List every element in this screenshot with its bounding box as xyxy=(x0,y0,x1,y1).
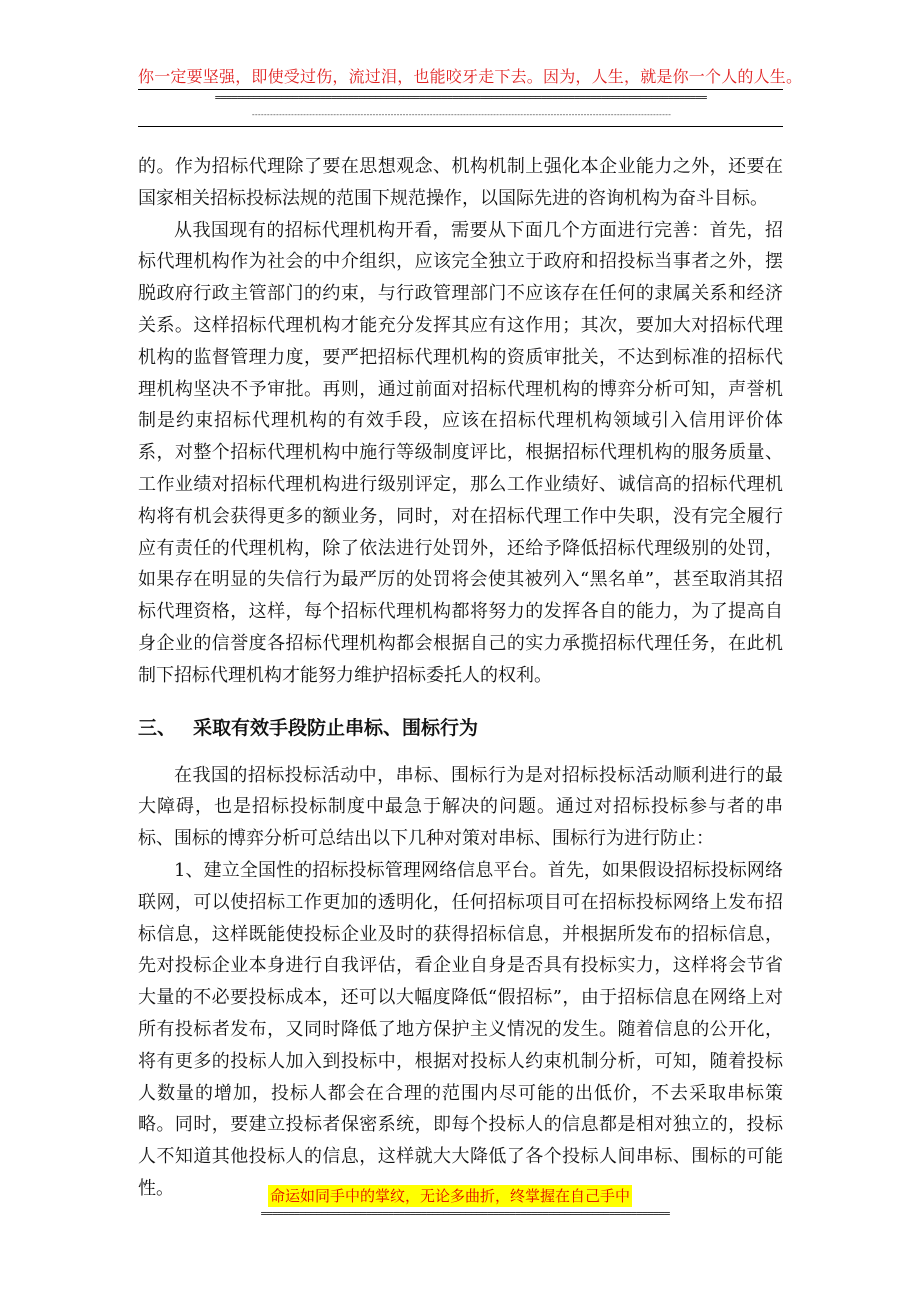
header-rule-bottom xyxy=(138,126,783,127)
paragraph-3: 在我国的招标投标活动中，串标、围标行为是对招标投标活动顺利进行的最大障碍，也是招标投标制度中最急于解决的问题。通过对招标投标参与者的串标、围标的博弈分析可总结出以下几种对策对串标、围标行为进行防止： xyxy=(138,764,783,850)
header-rule-top xyxy=(138,89,783,90)
section-heading xyxy=(138,714,783,742)
header-motto: 你一定要坚强，即使受过伤，流过泪，也能咬牙走下去。因为，人生，就是你一个人的人生。 xyxy=(138,67,803,86)
section-number: 三、 xyxy=(138,716,177,739)
paragraph-4: 1、建立全国性的招标投标管理网络信息平台。首先，如果假设招标投标网络联网，可以使招标工作更加的透明化，任何招标项目可在招标投标网络上发布招标信息，这样既能使投标企业及时的获得招标信息，并根据所发布的招标信息，先对投标企业本身进行自我评估，看企业自身是否具有投标实力，这样将会节省大量的不必要投标成本，还可以大幅度降低“假招标”，由于招标信息在网络上对所有投标者发布，又同时降低了地方保护主义情况的发生。随着信息的公开化，将有更多的投标人加入到投标中，根据对投标人约束机制分析，可知，随着投标人数量的增加，投标人都会在合理的范围内尽可能的出低价，不去采取串标策略。同时，要建立投标者保密系统，即每个投标人的信息都是相对独立的，投标人不知道其他投标人的信息，这样就大大降低了各个投标人间串标、围标的可能性。 xyxy=(138,859,783,1199)
footer-motto: 命运如同手中的掌纹，无论多曲折，终掌握在自己手中 xyxy=(270,1187,631,1205)
footer-separator-eq: ========================================================================== xyxy=(260,1208,670,1220)
paragraph-2: 从我国现有的招标代理机构开看，需要从下面几个方面进行完善：首先，招标代理机构作为社会的中介组织，应该完全独立于政府和招投标当事者之外，摆脱政府行政主管部门的约束，与行政管理部门不应该存在任何的隶属关系和经济关系。这样招标代理机构才能充分发挥其应有这作用；其次，要加大对招标代理机构的监督管理力度，要严把招标代理机构的资质审批关，不达到标准的招标代理机构坚决不予审批。再则，通过前面对招标代理机构的博弈分析可知，声誉机制是约束招标代理机构的有效手段，应该在招标代理机构领域引入信用评价体系，对整个招标代理机构中施行等级制度评比，根据招标代理机构的服务质量、工作业绩对招标代理机构进行级别评定，那么工作业绩好、诚信高的招标代理机构将有机会获得更多的额业务，同时，对在招标代理工作中失职，没有完全履行应有责任的代理机构，除了依法进行处罚外，还给予降低招标代理级别的处罚，如果存在明显的失信行为最严厉的处罚将会使其被列入“黑名单”，甚至取消其招标代理资格，这样，每个招标代理机构都将努力的发挥各自的能力，为了提高自身企业的信誉度各招标代理机构都会根据自己的实力承揽招标代理任务，在此机制下招标代理机构才能努力维护招标委托人的权利。 xyxy=(138,219,783,686)
section-title: 采取有效手段防止串标、围标行为 xyxy=(193,716,479,739)
paragraph-1: 的。作为招标代理除了要在思想观念、机构机制上强化本企业能力之外，还要在国家相关招标投标法规的范围下规范操作，以国际先进的咨询机构为奋斗目标。 xyxy=(138,156,783,209)
header-separator-dash: ------------------------------------------------------------------------------------------------------------------------------------------- xyxy=(250,110,671,119)
header-separator-eq: ========================================================================================= xyxy=(214,92,707,104)
document-body xyxy=(138,151,783,1205)
